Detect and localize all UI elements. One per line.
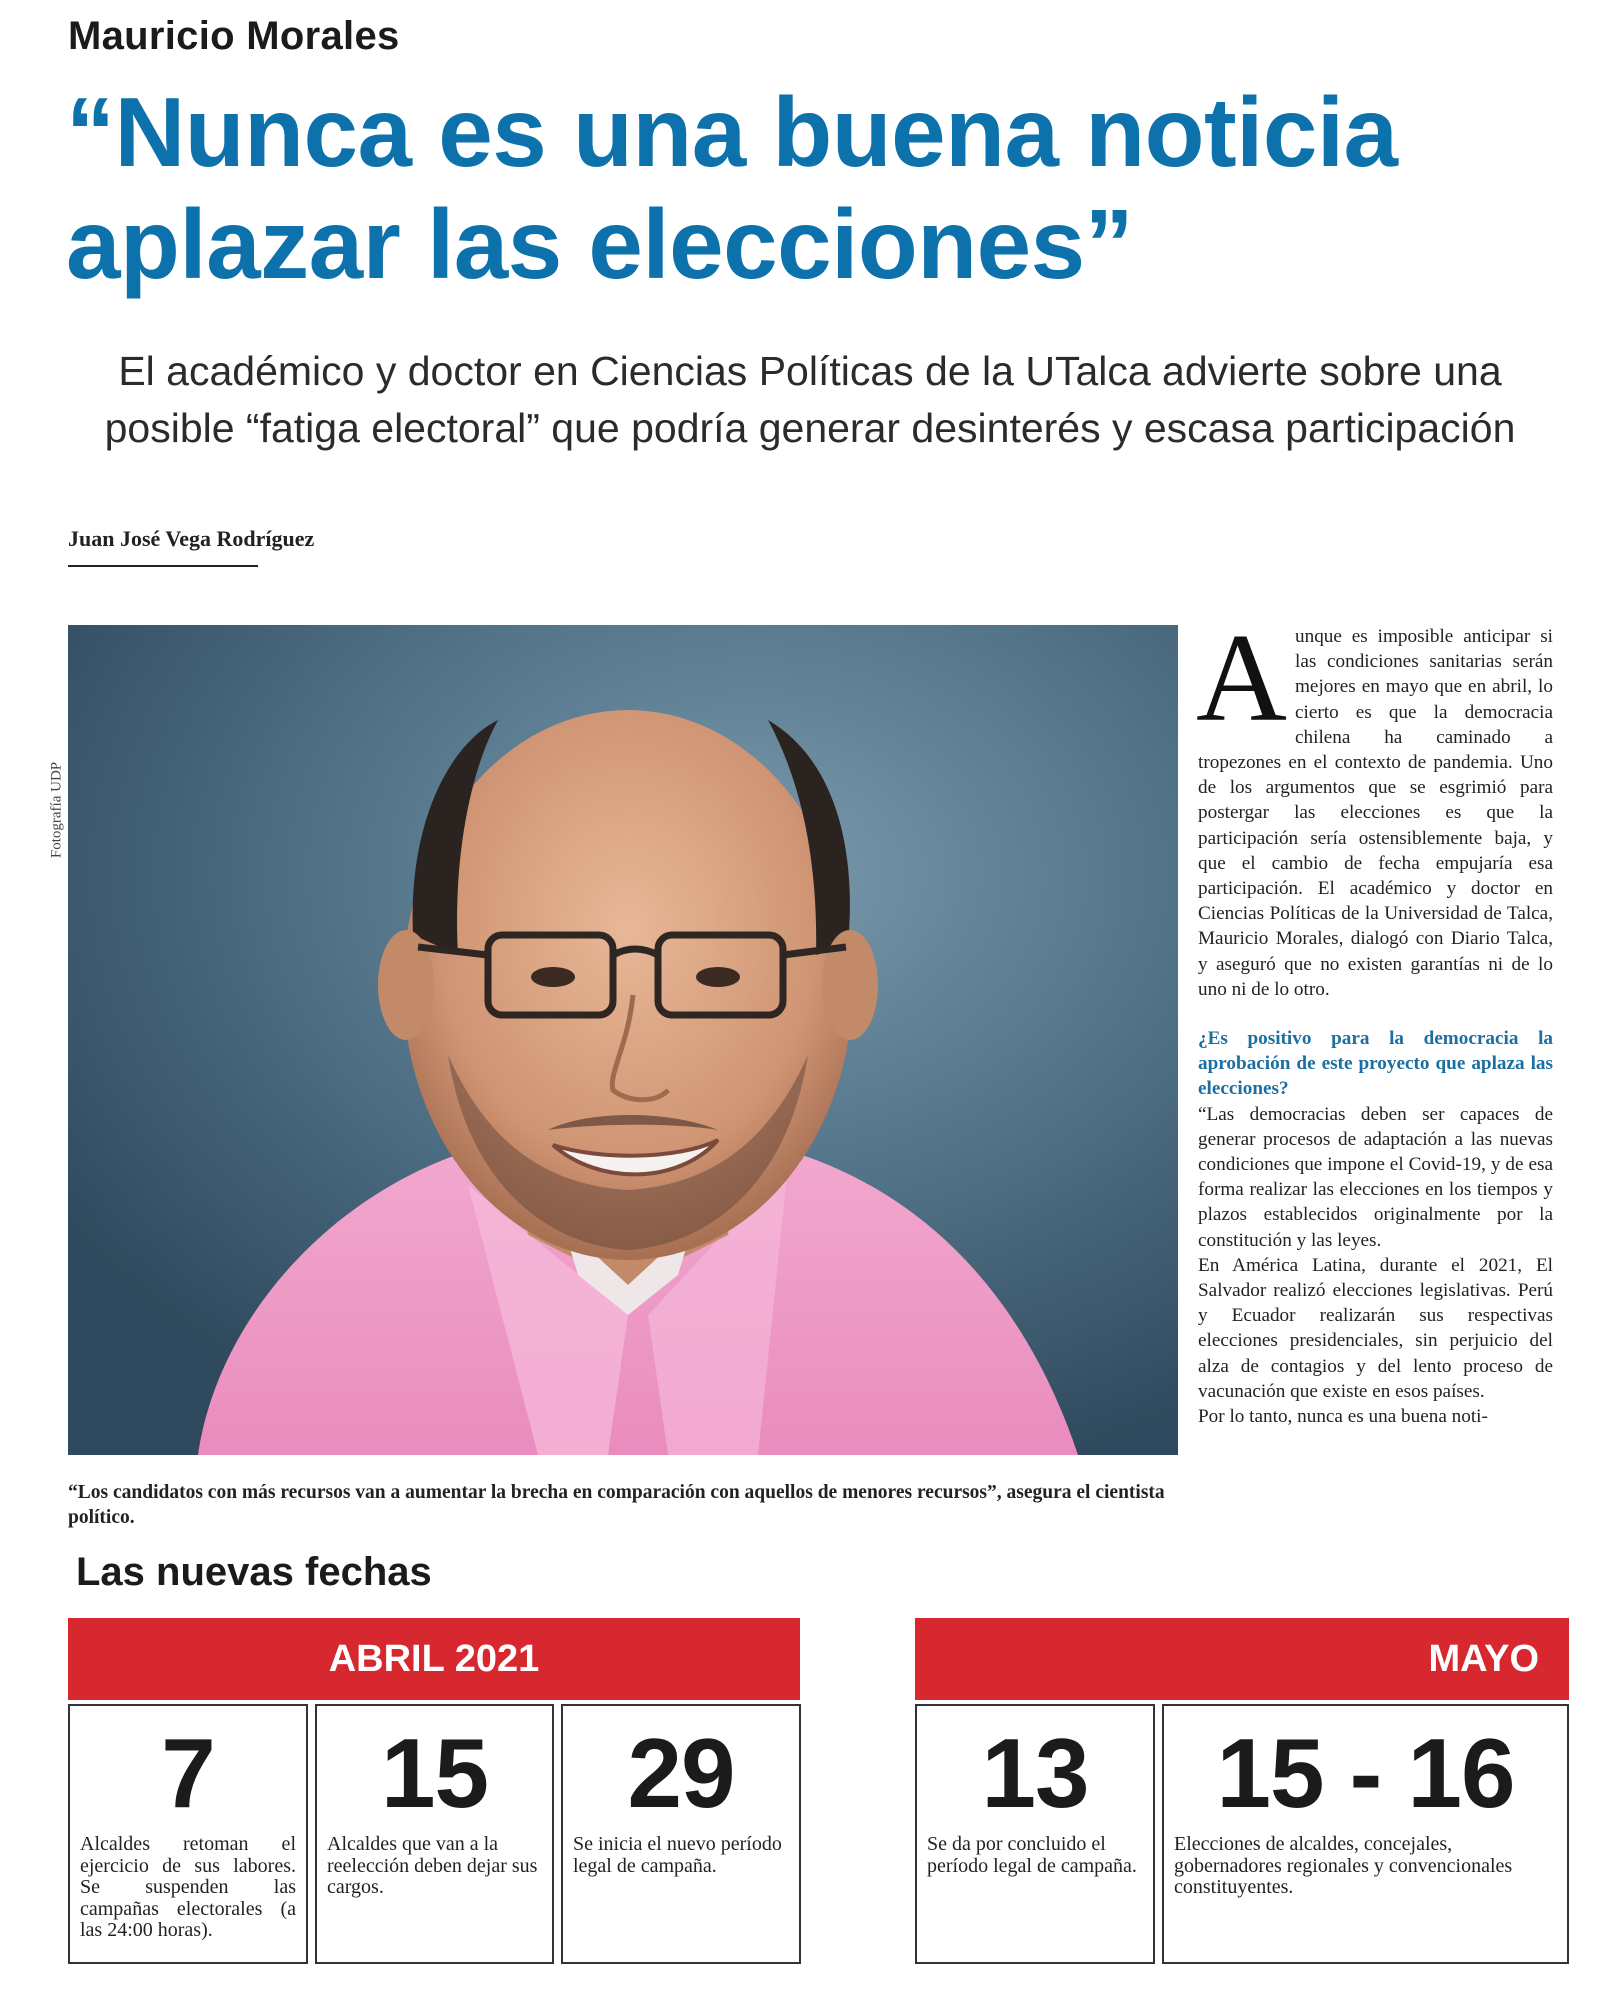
month-bar-may: MAYO <box>915 1618 1569 1700</box>
date-number: 15 <box>380 1718 488 1828</box>
answer-paragraph-3: Por lo tanto, nunca es una buena noti- <box>1198 1406 1488 1428</box>
portrait-photo <box>68 625 1178 1455</box>
photo-credit <box>43 710 71 910</box>
dropcap: A <box>1196 609 1287 748</box>
answer-paragraph-2: En América Latina, durante el 2021, El Salvador realizó elecciones legislativas. Perú y Ecuador realizarán sus respectivas elecciones presidenciales, sin perjuicio del alza de contagios y del lento proceso de vacunación que existe en esos países. <box>1198 1254 1553 1402</box>
date-number: 7 <box>161 1718 215 1828</box>
date-description: Se inicia el nuevo período legal de campaña. <box>573 1833 782 1877</box>
month-bar-april: ABRIL 2021 <box>68 1618 800 1700</box>
byline-rule <box>68 565 258 567</box>
byline: Juan José Vega Rodríguez <box>68 526 315 551</box>
kicker: Mauricio Morales <box>68 14 400 58</box>
date-description: Elecciones de alcaldes, concejales, gobernadores regionales y convencionales constituyentes. <box>1174 1833 1513 1898</box>
date-description: Se da por concluido el período legal de campaña. <box>927 1833 1137 1877</box>
headline: “Nunca es una buena noticia aplazar las elecciones” <box>66 77 1398 299</box>
lead-paragraph <box>1196 609 1553 1002</box>
date-number: 15 - 16 <box>1216 1718 1515 1828</box>
calendar-title: Las nuevas fechas <box>76 1550 432 1594</box>
date-number: 29 <box>627 1718 735 1828</box>
date-box-april-29 <box>561 1704 801 1964</box>
article-column <box>1196 609 1553 1429</box>
answer-paragraph-1: “Las democracias deben ser capaces de generar procesos de adaptación a las nuevas condiciones que impone el Covid-19, y de esa forma realizar las elecciones en los tiempos y plazos establecidos originalmente por la constitución y las leyes. <box>1198 1103 1553 1251</box>
interview-question: ¿Es positivo para la democracia la aprobación de este proyecto que aplaza las elecciones? <box>1198 1028 1553 1100</box>
portrait-illustration <box>68 625 1178 1455</box>
date-box-may-13 <box>915 1704 1155 1964</box>
photo-credit-text: Fotografía UDP <box>48 761 65 859</box>
photo-caption: “Los candidatos con más recursos van a aumentar la brecha en comparación con aquellos de menores recursos”, asegura el cientista político. <box>68 1482 1165 1528</box>
date-number: 13 <box>981 1718 1089 1828</box>
date-box-may-15-16 <box>1162 1704 1569 1964</box>
date-box-april-7 <box>68 1704 308 1964</box>
date-description: Alcaldes retoman el ejercicio de sus labores. Se suspenden las campañas electorales (a las 24:00 horas). <box>80 1833 296 1941</box>
date-box-april-15 <box>315 1704 554 1964</box>
date-description: Alcaldes que van a la reelección deben dejar sus cargos. <box>327 1833 538 1898</box>
lead-paragraph-text: unque es imposible anticipar si las condiciones sanitarias serán mejores en mayo que en abril, lo cierto es que la democracia chilena ha caminado a tropezones en el contexto de pandemia. Uno de los argumentos que se esgrimió para postergar las elecciones es que la participación sería ostensiblemente baja, y que el cambio de fecha empujaría esa participación. El académico y doctor en Ciencias Políticas de la Universidad de Talca, Mauricio Morales, dialogó con Diario Talca, y aseguró que no existen garantías ni de lo uno ni de lo otro. <box>1198 626 1553 1000</box>
deck-subtitle: El académico y doctor en Ciencias Políticas de la UTalca advierte sobre una posible “fatiga electoral” que podría generar desinterés y escasa participación <box>104 348 1516 451</box>
